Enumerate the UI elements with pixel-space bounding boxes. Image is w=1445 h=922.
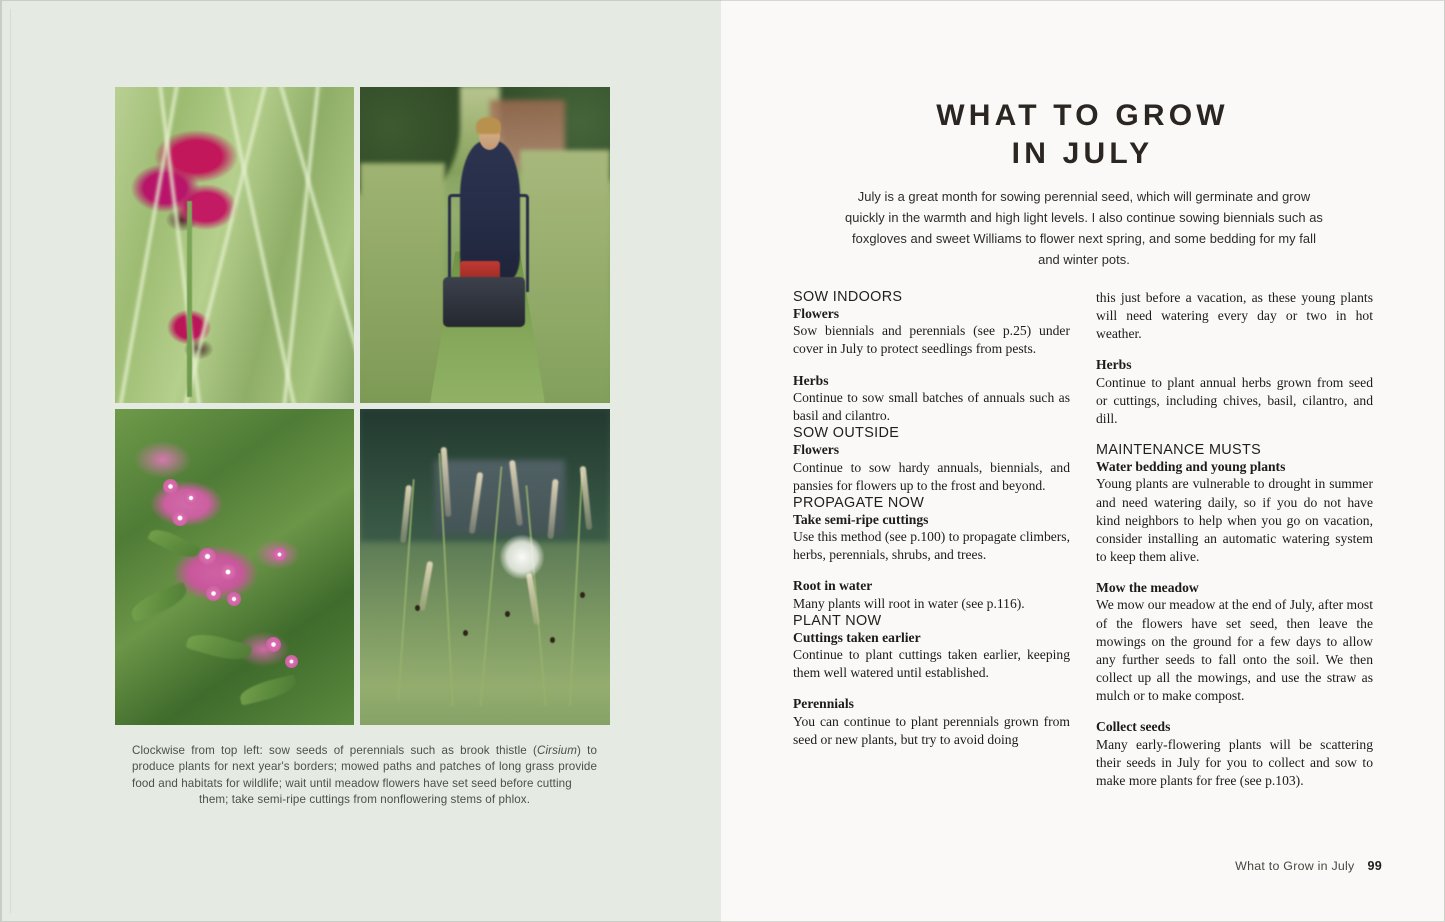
section-heading-sow-outside: SOW OUTSIDE	[793, 425, 900, 442]
paragraph-cuttings-taken-earlier: Continue to plant cuttings taken earlier, keeping them well watered until established.	[793, 647, 1070, 681]
grass-plume	[526, 573, 540, 625]
phlox-leaf	[238, 674, 299, 705]
seed-bud	[415, 605, 420, 611]
subheading-flowers: Flowers	[793, 306, 840, 321]
paragraph-root-in-water: Many plants will root in water (see p.116).	[793, 595, 1025, 611]
paragraph-semi-ripe-cuttings: Use this method (see p.100) to propagate climbers, herbs, perennials, shrubs, and trees.	[793, 529, 1070, 563]
intro-paragraph: July is a great month for sowing perennial seed, which will germinate and grow quickly in the warmth and high light levels. I also continue sowing biennials such as foxgloves and sweet Williams to flower next spring, and some bedding for my fall and winter pots.	[845, 188, 1323, 267]
paragraph-perennials-continued: this just before a vacation, as these young plants will need watering every day or two in hot weather.	[1096, 290, 1373, 342]
paragraph-sow-indoors-herbs: Continue to sow small batches of annuals such as basil and cilantro.	[793, 389, 1070, 424]
paragraph-sow-indoors-flowers: Sow biennials and perennials (see p.25) under cover in July to protect seedlings from pests.	[793, 323, 1070, 357]
page-footer	[1235, 859, 1382, 873]
paragraph-collect-seeds: Many early-flowering plants will be scattering their seeds in July for you to collect and sow to make more plants for free (see p.103).	[1096, 736, 1373, 788]
paragraph-water-bedding: Young plants are vulnerable to drought in summer and need watering daily, so if you do not have kind neighbors to help when you go on vacation, consider installing an automatic watering system to keep them alive.	[1096, 476, 1373, 565]
page-title	[721, 97, 1444, 173]
grass-blade	[256, 87, 354, 403]
seed-bud	[550, 637, 555, 643]
running-head: What to Grow in July	[1235, 859, 1355, 873]
phlox-leaf	[148, 524, 202, 563]
long-grass-left	[360, 163, 445, 403]
title-line-1: WHAT TO GROW	[936, 99, 1229, 133]
phlox-photo	[115, 409, 354, 725]
caption-part-1: Clockwise from top left: sow seeds of perennials such as brook thistle (	[132, 744, 537, 757]
subheading-root-in-water: Root in water	[793, 578, 873, 594]
caption-species-name: Cirsium	[536, 744, 577, 757]
body-column-left	[793, 289, 1070, 859]
grass-blade	[146, 87, 215, 403]
phlox-floret	[206, 586, 221, 601]
seed-bud	[463, 630, 468, 636]
subheading-herbs-plant: Herbs	[1096, 357, 1132, 373]
dandelion-seedhead	[500, 535, 544, 579]
subheading-herbs: Herbs	[793, 372, 829, 388]
section-maintenance-musts	[1096, 442, 1373, 790]
gardener-figure	[460, 141, 520, 280]
body-column-right	[1096, 289, 1373, 859]
phlox-floret	[172, 510, 188, 526]
paragraph-perennials: You can continue to plant perennials grown from seed or new plants, but try to avoid doing	[793, 713, 1070, 747]
subheading-cuttings-taken-earlier: Cuttings taken earlier	[793, 629, 921, 645]
phlox-floret	[266, 637, 281, 652]
caption-last-line: them; take semi-ripe cuttings from nonflowering stems of phlox.	[198, 793, 531, 807]
thistle-stem	[187, 201, 192, 397]
seed-bud	[580, 592, 585, 598]
mower-deck	[443, 277, 526, 328]
mowing-photo	[360, 87, 610, 403]
section-sow-outside	[793, 425, 1070, 495]
phlox-floret	[227, 592, 241, 606]
paragraph-herbs-plant: Continue to plant annual herbs grown from seed or cuttings, including chives, basil, cilantro, and dill.	[1096, 374, 1373, 427]
section-plant-now	[793, 613, 1070, 749]
phlox-floret	[184, 491, 198, 505]
section-propagate-now	[793, 495, 1070, 613]
section-heading-sow-indoors: SOW INDOORS	[793, 289, 903, 305]
paragraph-sow-outside-flowers: Continue to sow hardy annuals, biennials, and pansies for flowers up to the frost and beyond.	[793, 459, 1070, 493]
paragraph-mow-the-meadow: We mow our meadow at the end of July, after most of the flowers have set seed, then leave the mowings on the ground for a few days to allow any further seeds to fall onto the soil. We then collect up all the mowings, and use the straw as mulch or to make compost.	[1096, 597, 1373, 704]
gardener-hair	[476, 117, 501, 134]
meadow-photo	[360, 409, 610, 725]
thistle-photo	[115, 87, 354, 403]
title-line-2: IN JULY	[1011, 136, 1154, 170]
page-number: 99	[1367, 859, 1382, 873]
subheading-water-bedding: Water bedding and young plants	[1096, 459, 1286, 475]
subheading-perennials: Perennials	[793, 696, 854, 712]
section-sow-indoors	[793, 289, 1070, 425]
seed-bud	[505, 611, 510, 617]
section-heading-plant-now: PLANT NOW	[793, 612, 882, 629]
phlox-leaf	[185, 628, 252, 665]
subheading-mow-the-meadow: Mow the meadow	[1096, 580, 1199, 596]
subheading-flowers-outside: Flowers	[793, 442, 840, 458]
phlox-floret	[199, 548, 216, 565]
phlox-floret	[285, 655, 298, 668]
section-heading-maintenance-musts: MAINTENANCE MUSTS	[1096, 442, 1262, 459]
subheading-semi-ripe-cuttings: Take semi-ripe cuttings	[793, 511, 929, 527]
phlox-floret	[273, 548, 286, 561]
grass-plume	[418, 561, 433, 611]
section-heading-propagate-now: PROPAGATE NOW	[793, 494, 925, 511]
right-page	[721, 0, 1445, 922]
body-columns	[793, 289, 1373, 859]
phlox-floret	[220, 564, 236, 580]
photo-caption	[132, 743, 597, 809]
phlox-leaf	[128, 582, 191, 623]
left-page	[0, 0, 721, 922]
photo-grid	[115, 87, 610, 731]
subheading-collect-seeds: Collect seeds	[1096, 719, 1171, 735]
phlox-floret	[163, 479, 178, 494]
caption-part-2: ) to produce plants for next year's borders; mowed paths and patches of long grass provide food and habitats for wildlife; wait until meadow flowers have set seed before cutting	[132, 744, 597, 790]
